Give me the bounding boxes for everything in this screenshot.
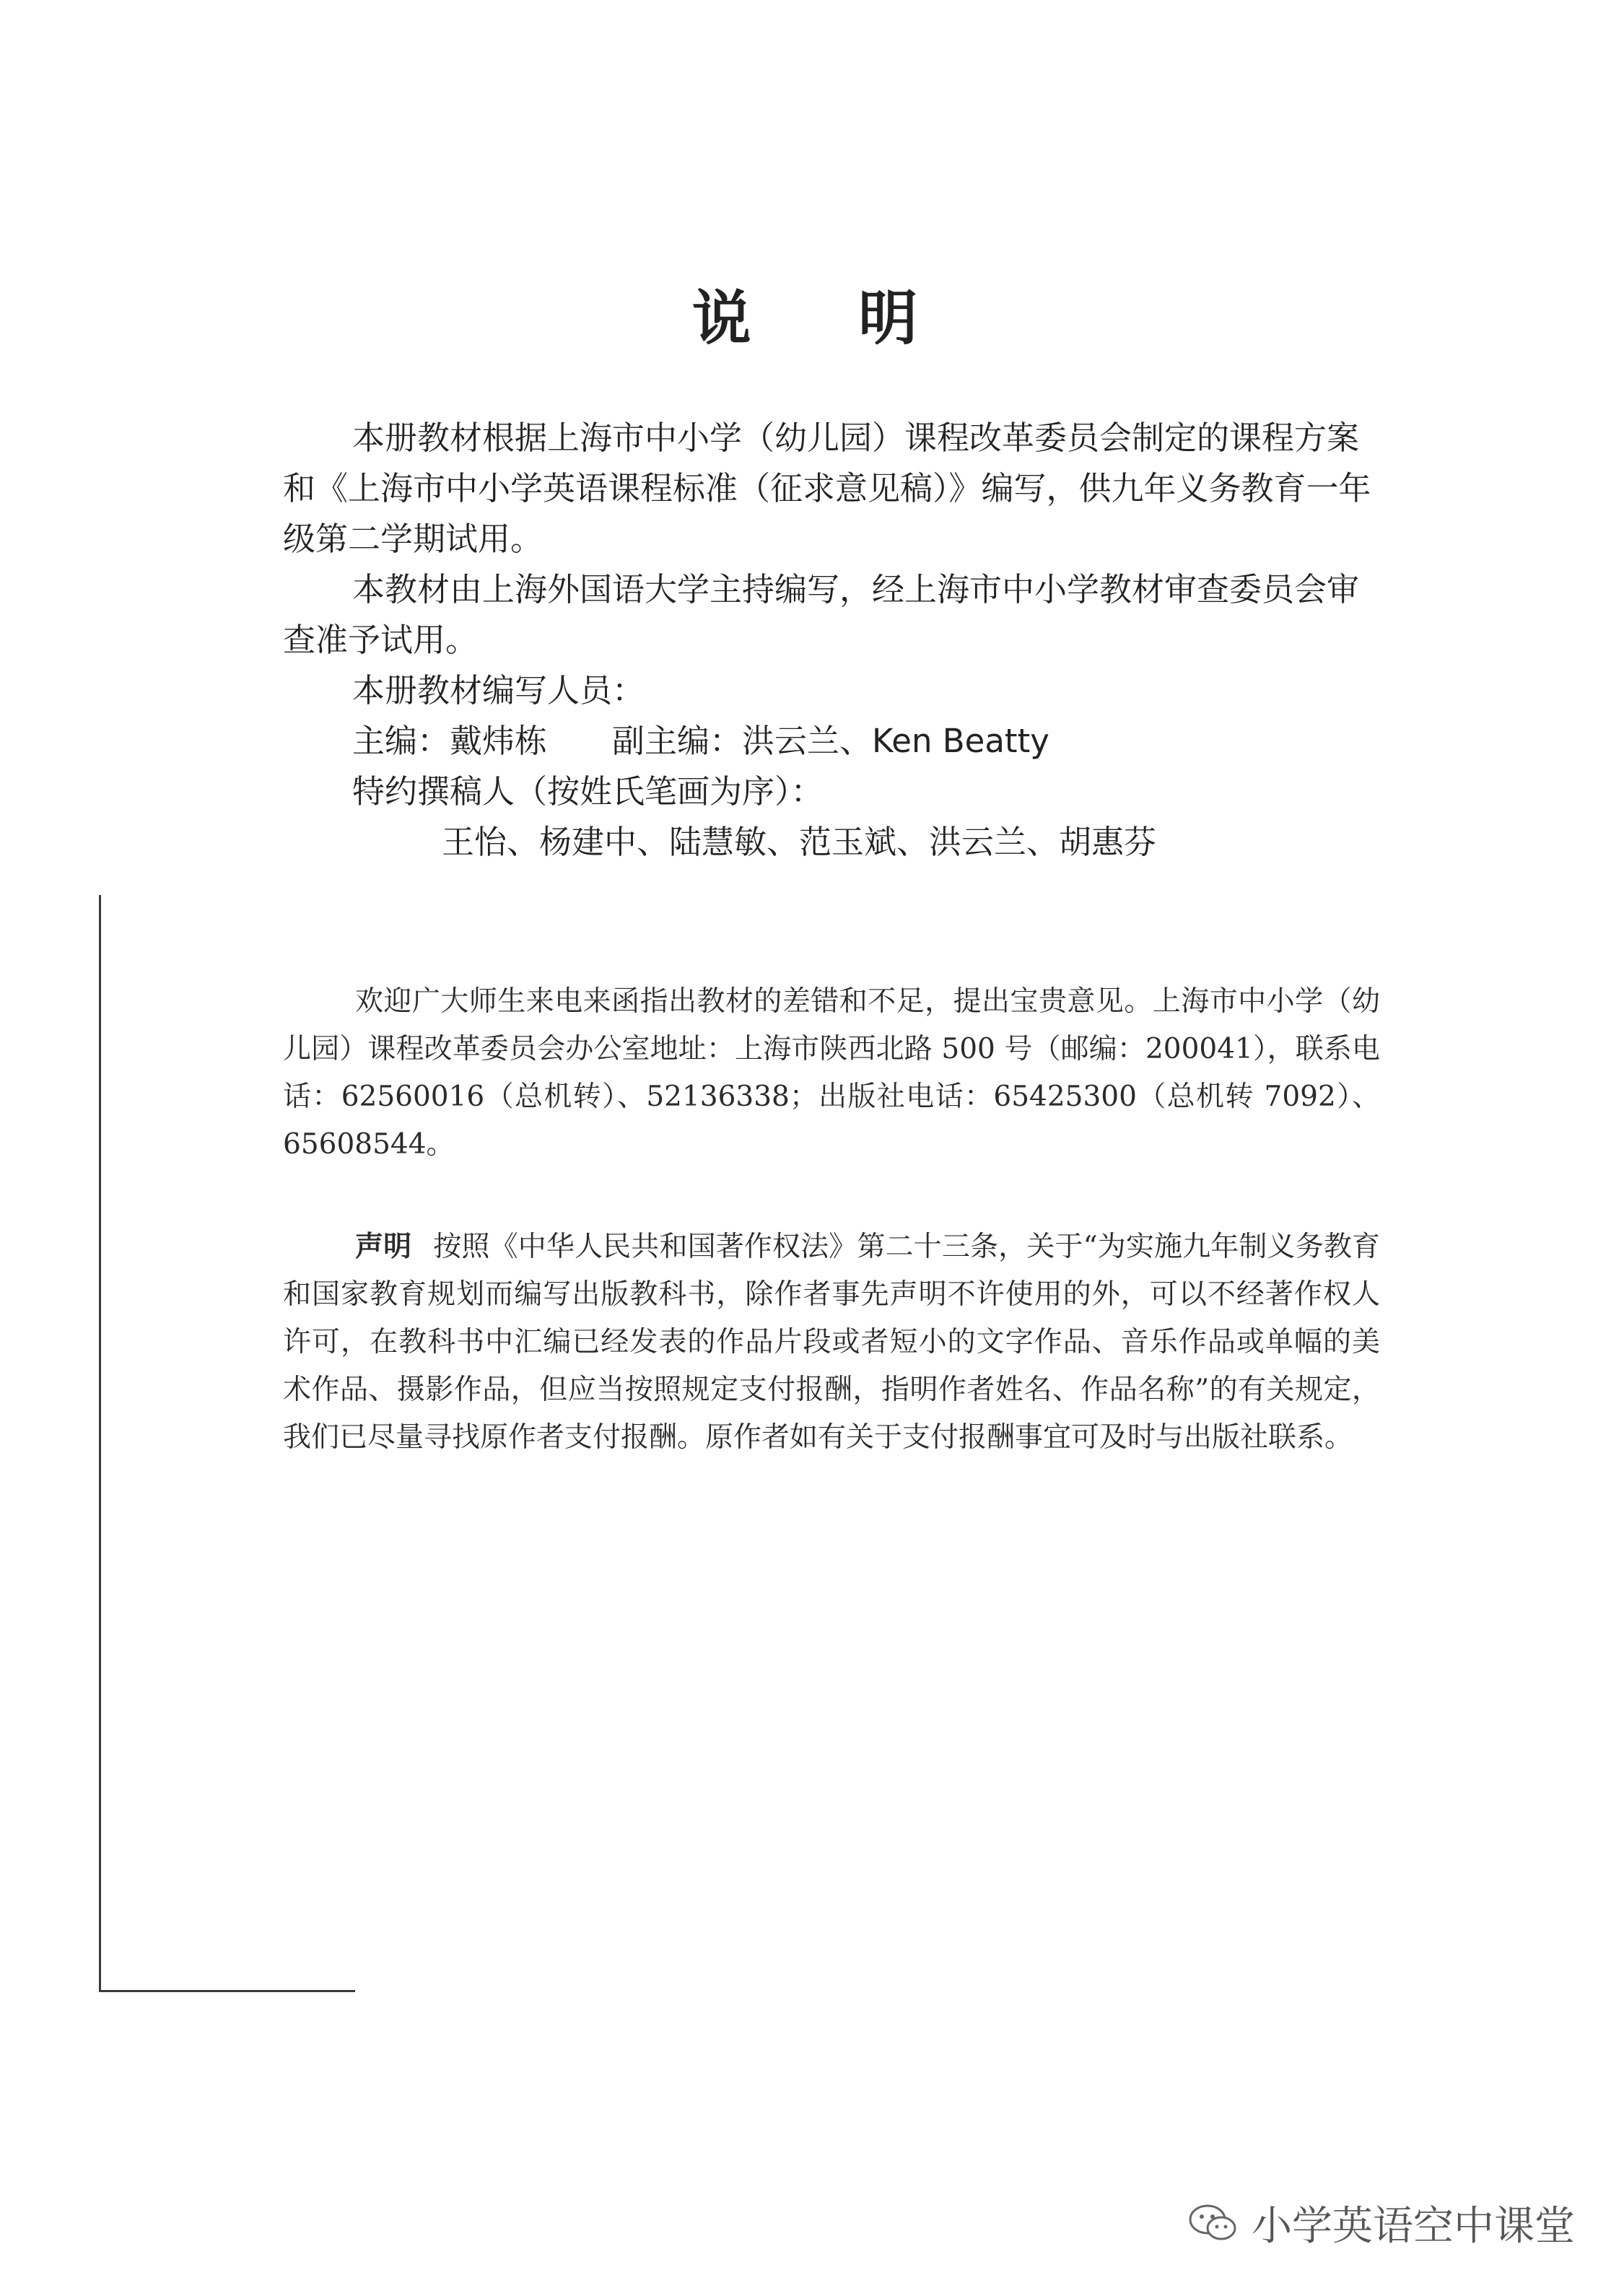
contributors-heading: 特约撰稿人（按姓氏笔画为序）： xyxy=(352,772,824,811)
copyright-section xyxy=(283,1223,1380,1462)
wechat-icon xyxy=(1188,2202,1239,2244)
intro-section xyxy=(283,413,1387,868)
watermark xyxy=(1188,2194,1575,2252)
staff-heading: 本册教材编写人员： xyxy=(352,671,645,710)
contact-paragraph: 欢迎广大师生来电来函指出教材的差错和不足，提出宝贵意见。上海市中小学（幼儿园）课程改革委员会办公室地址：上海市陕西北路 500 号（邮编：200041），联系电话：62560016（总机转）、52136338；出版社电话：65425300（总机转 7092）、65608544。 xyxy=(283,985,1380,1161)
page-title: 说 明 xyxy=(691,284,961,353)
editors-row xyxy=(283,716,1387,767)
copyright-lead: 声明 xyxy=(355,1231,412,1263)
crop-mark-vertical xyxy=(99,895,101,1992)
intro-paragraph-2: 本教材由上海外国语大学主持编写，经上海市中小学教材审查委员会审查准予试用。 xyxy=(283,570,1360,659)
contact-section xyxy=(283,978,1380,1169)
deputy-editor: 副主编：洪云兰、Ken Beatty xyxy=(612,722,1049,760)
copyright-text: 按照《中华人民共和国著作权法》第二十三条，关于“为实施九年制义务教育和国家教育规划而编写出版教科书，除作者事先声明不许使用的外，可以不经著作权人许可，在教科书中汇编已经发表的作品片段或者短小的文字作品、音乐作品或单幅的美术作品、摄影作品，但应当按照规定支付报酬，指明作者姓名、作品名称”的有关规定，我们已尽量寻找原作者支付报酬。原作者如有关于支付报酬事宜可及时与出版社联系。 xyxy=(283,1231,1380,1454)
chief-editor: 主编：戴炜栋 xyxy=(352,722,548,760)
contributors-list: 王怡、杨建中、陆慧敏、范玉斌、洪云兰、胡惠芬 xyxy=(442,823,1157,861)
copyright-paragraph xyxy=(283,1223,1380,1462)
crop-mark-horizontal xyxy=(99,1990,355,1992)
watermark-label: 小学英语空中课堂 xyxy=(1252,2203,1575,2250)
intro-paragraph-1: 本册教材根据上海市中小学（幼儿园）课程改革委员会制定的课程方案和《上海市中小学英语课程标准（征求意见稿）》编写，供九年义务教育一年级第二学期试用。 xyxy=(283,419,1371,558)
